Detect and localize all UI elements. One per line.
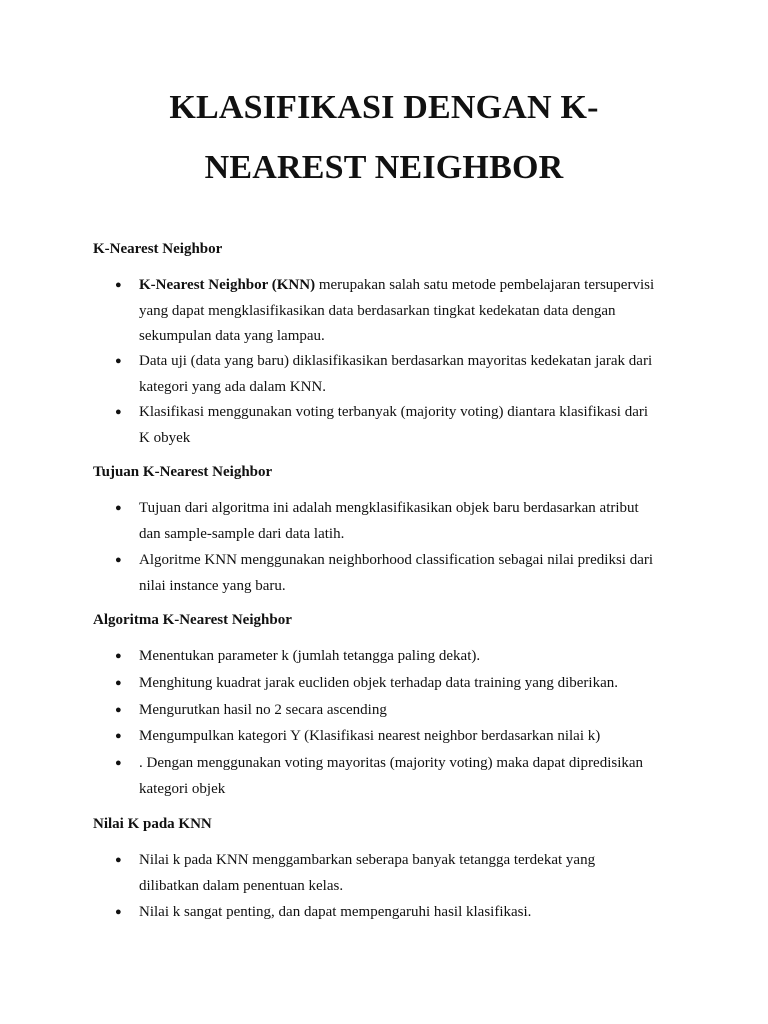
bullet-icon: ● — [115, 854, 122, 866]
list-item — [115, 900, 684, 926]
list-item — [115, 698, 684, 724]
list-item-line: Tujuan dari algoritma ini adalah mengklasifikasikan objek baru berdasarkan atribut — [139, 500, 639, 516]
list-item-line: Klasifikasi menggunakan voting terbanyak (majority voting) diantara klasifikasi dari — [139, 404, 649, 420]
list-item-line: Menentukan parameter k (jumlah tetangga paling dekat). — [139, 648, 481, 664]
section-heading-algoritma: Algoritma K-Nearest Neighbor — [93, 612, 292, 628]
list-item — [115, 751, 684, 802]
section-heading-nilai-k: Nilai K pada KNN — [93, 816, 212, 832]
bullet-icon: ● — [115, 704, 122, 716]
section-heading-tujuan: Tujuan K-Nearest Neighbor — [93, 464, 273, 480]
bullet-icon: ● — [115, 906, 122, 918]
list-item-line: K obyek — [139, 429, 191, 446]
list-item-line: dilibatkan dalam penentuan kelas. — [139, 877, 344, 894]
bullet-icon: ● — [115, 730, 122, 742]
list-item-line: Mengurutkan hasil no 2 secara ascending — [139, 702, 387, 718]
list-item — [115, 724, 684, 750]
document-title-line-2: NEAREST NEIGHBOR — [204, 149, 564, 186]
bold-term: K-Nearest Neighbor (KNN) — [139, 277, 316, 293]
list-item-line: Nilai k sangat penting, dan dapat mempengaruhi hasil klasifikasi. — [139, 904, 532, 920]
bullet-icon: ● — [115, 502, 122, 514]
list-item-line: K-Nearest Neighbor (KNN) merupakan salah satu metode pembelajaran tersupervisi — [139, 277, 655, 293]
list-item — [115, 273, 684, 350]
section-heading-knn: K-Nearest Neighbor — [93, 241, 223, 257]
list-item — [115, 349, 684, 400]
list-item-line: dan sample-sample dari data latih. — [139, 525, 345, 542]
list-item-line: Mengumpulkan kategori Y (Klasifikasi nearest neighbor berdasarkan nilai k) — [139, 728, 601, 744]
list-item-line: yang dapat mengklasifikasikan data berdasarkan tingkat kedekatan data dengan — [139, 302, 616, 319]
list-item — [115, 848, 684, 899]
list-item — [115, 400, 684, 451]
list-item-line: Menghitung kuadrat jarak eucliden objek terhadap data training yang diberikan. — [139, 675, 618, 691]
list-item — [115, 548, 684, 599]
list-item-line: kategori yang ada dalam KNN. — [139, 378, 327, 395]
document-title-line-1: KLASIFIKASI DENGAN K- — [169, 89, 599, 126]
bullet-icon: ● — [115, 406, 122, 418]
list-item-line: Data uji (data yang baru) diklasifikasikan berdasarkan mayoritas kedekatan jarak dari — [139, 353, 653, 369]
list-item-line: . Dengan menggunakan voting mayoritas (majority voting) maka dapat dipredisikan — [139, 755, 644, 771]
bullet-icon: ● — [115, 650, 122, 662]
list-item-line: sekumpulan data yang lampau. — [139, 328, 325, 344]
list-item — [115, 496, 684, 547]
bullet-icon: ● — [115, 757, 122, 769]
list-item-line: nilai instance yang baru. — [139, 577, 286, 594]
bullet-icon: ● — [115, 355, 122, 367]
bullet-icon: ● — [115, 279, 122, 291]
list-item-line: kategori objek — [139, 780, 226, 797]
list-item-line: Nilai k pada KNN menggambarkan seberapa banyak tetangga terdekat yang — [139, 852, 596, 868]
list-item — [115, 671, 684, 697]
bullet-icon: ● — [115, 677, 122, 689]
list-item-line: Algoritme KNN menggunakan neighborhood classification sebagai nilai prediksi dari — [139, 552, 654, 568]
bullet-icon: ● — [115, 554, 122, 566]
list-item — [115, 644, 684, 670]
